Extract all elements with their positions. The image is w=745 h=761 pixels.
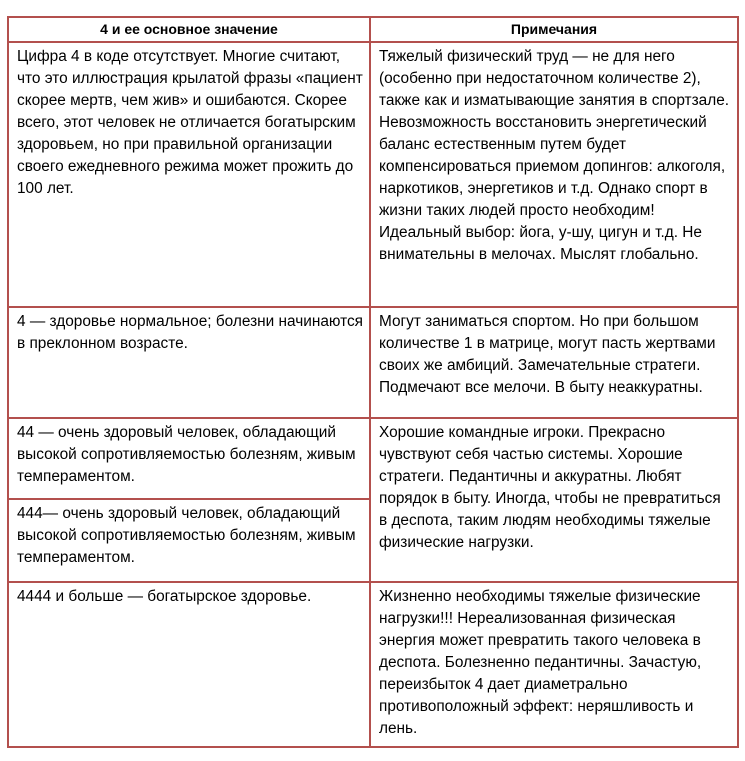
notes-cell	[370, 42, 738, 307]
table-row	[8, 582, 738, 747]
table-header-row	[8, 17, 738, 42]
notes-text: Хорошие командные игроки. Прекрасно чувствуют себя частью системы. Хорошие стратеги. Педантичны и аккуратны. Любят порядок в быту. Иногда, чтобы не превратиться в деспота, таким людям необходимы тяжелые физические нагрузки.	[379, 424, 721, 551]
notes-cell	[370, 582, 738, 747]
meaning-cell	[8, 42, 370, 307]
header-meaning: 4 и ее основное значение	[8, 17, 370, 42]
meaning-text: 44 — очень здоровый человек, обладающий высокой сопротивляемостью болезням, живым темпераментом.	[17, 424, 356, 485]
notes-text: Тяжелый физический труд — не для него (особенно при недостаточном количестве 2), также как и изматывающие занятия в спортзале. Невозможность восстановить энергетический баланс естественным путем будет компенсироваться приемом допингов: алкоголя, наркотиков, энергетиков и т.д. Однако спорт в жизни таких людей просто необходим! Идеальный выбор: йога, у-шу, цигун и т.д. Не внимательны в мелочах. Мыслят глобально.	[379, 48, 730, 263]
notes-text: Жизненно необходимы тяжелые физические нагрузки!!! Нереализованная физическая энергия может превратить такого человека в деспота. Болезненно педантичны. Зачастую, переизбыток 4 дает диаметрально противоположный эффект: неряшливость и лень.	[379, 588, 702, 737]
meaning-cell	[8, 307, 370, 418]
notes-text: Могут заниматься спортом. Но при большом количестве 1 в матрице, могут пасть жертвами своих же амбиций. Замечательные стратеги. Подмечают все мелочи. В быту неаккуратны.	[379, 313, 716, 396]
table-row	[8, 42, 738, 307]
notes-cell	[370, 418, 738, 582]
meaning-text: 4 — здоровье нормальное; болезни начинаются в преклонном возрасте.	[17, 313, 364, 352]
numerology-table	[7, 16, 739, 748]
meaning-cell	[8, 499, 370, 582]
meaning-text: 4444 и больше — богатырское здоровье.	[17, 588, 312, 605]
notes-cell	[370, 307, 738, 418]
table-row	[8, 418, 738, 499]
meaning-cell	[8, 582, 370, 747]
numerology-table-container	[7, 16, 737, 748]
meaning-text: 444— очень здоровый человек, обладающий высокой сопротивляемостью болезням, живым темпераментом.	[17, 505, 356, 566]
meaning-cell	[8, 418, 370, 499]
meaning-text: Цифра 4 в коде отсутствует. Многие считают, что это иллюстрация крылатой фразы «пациент скорее мертв, чем жив» и ошибаются. Скорее всего, этот человек не отличается богатырским здоровьем, но при правильной организации своего ежедневного режима может прожить до 100 лет.	[17, 48, 363, 197]
table-row	[8, 307, 738, 418]
header-notes: Примечания	[370, 17, 738, 42]
